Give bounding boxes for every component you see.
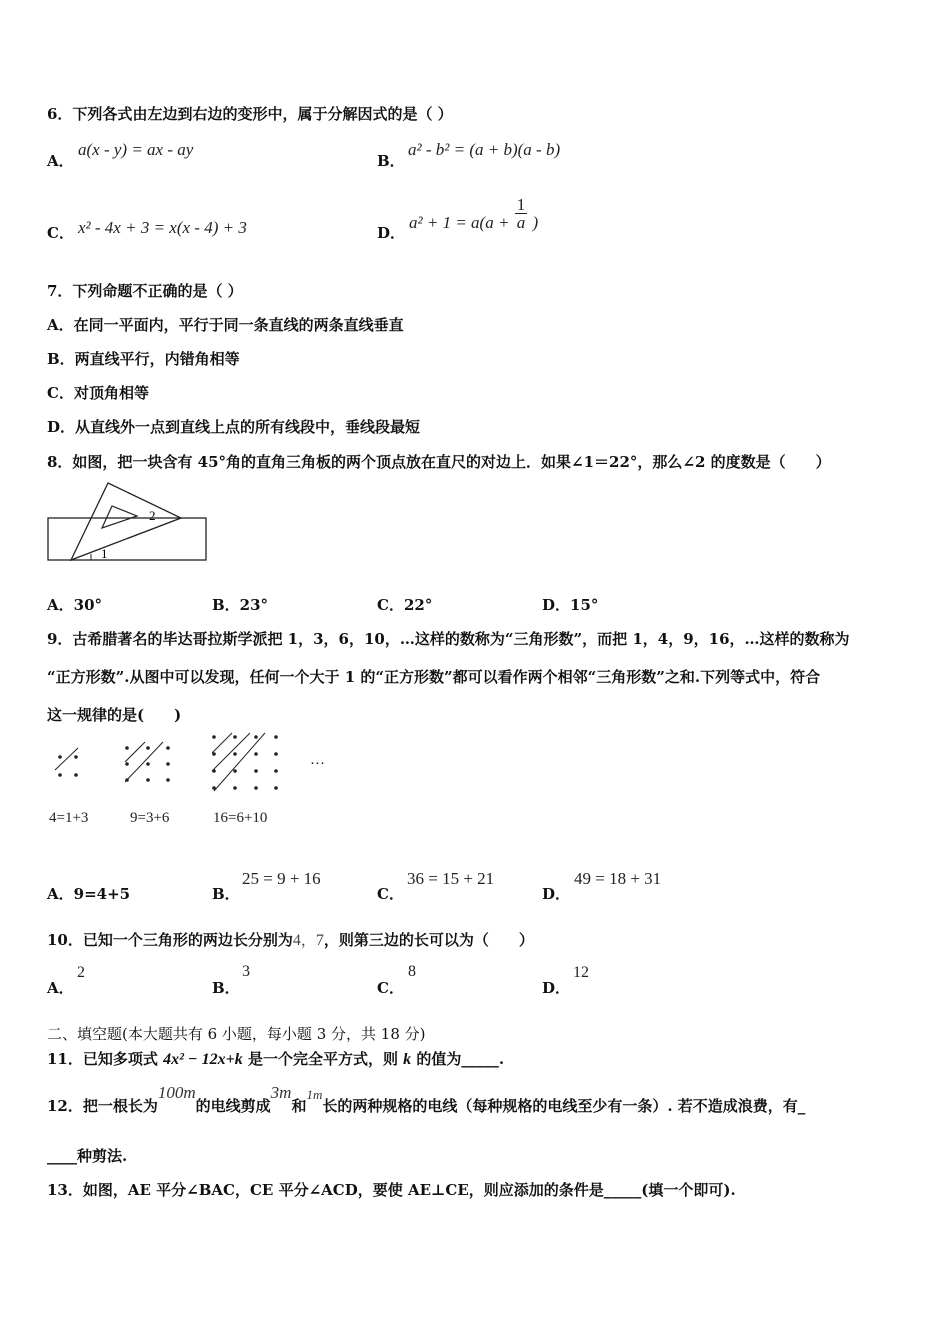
q8-stem: 8．如图，把一块含有 45°角的直角三角板的两个顶点放在直尺的对边上．如果∠1＝22°，那么∠2 的度数是（ ）	[47, 453, 831, 471]
q8-option-d: D．15°	[542, 596, 599, 614]
q9-option-d-label: D．	[542, 885, 571, 903]
q9-fig-ellipsis: …	[310, 752, 325, 768]
q12-length-3m: 3m	[270, 1083, 292, 1102]
q9-fig-caption-3: 16=6+10	[213, 810, 268, 826]
q6-option-d-fraction	[515, 196, 528, 232]
q11-stem	[47, 1048, 504, 1069]
q6-option-a-label: A．	[47, 152, 74, 170]
q12-stem-b: 的电线剪成	[195, 1097, 271, 1115]
q7-option-b: B．两直线平行，内错角相等	[47, 350, 240, 368]
q8-ruler-triangle-figure	[45, 480, 215, 565]
q10-stem-a: 10．已知一个三角形的两边长分别为	[47, 931, 293, 949]
q7-option-d: D．从直线外一点到直线上点的所有线段中，垂线段最短	[47, 418, 421, 436]
q6-option-c-label: C．	[47, 224, 74, 242]
q9-dot-figure-1	[55, 748, 95, 798]
q11-stem-a: 11．已知多项式	[47, 1050, 164, 1068]
q12-length-1m: 1m	[306, 1087, 323, 1102]
q6-option-b-expr: a² - b² = (a + b)(a - b)	[408, 140, 561, 159]
q9-option-b-expr: 25 = 9 + 16	[242, 869, 321, 888]
q6-option-d-expr	[409, 195, 539, 242]
q9-fig-caption-1: 4=1+3	[49, 810, 89, 826]
q11-polynomial: 4x² − 12x+k	[163, 1051, 243, 1068]
q8-option-c: C．22°	[377, 596, 433, 614]
q7-option-a: A．在同一平面内，平行于同一条直线的两条直线垂直	[47, 316, 404, 334]
q9-option-b-label: B．	[212, 885, 240, 903]
q10-stem	[47, 929, 534, 950]
q6-option-d-fraction-den: a	[516, 213, 526, 232]
q10-stem-b: ，则第三边的长可以为（ ）	[323, 931, 534, 949]
q6-option-c-expr: x² - 4x + 3 = x(x - 4) + 3	[78, 218, 247, 237]
q12-length-100m: 100m	[157, 1083, 196, 1102]
q8-option-a: A．30°	[47, 596, 103, 614]
q8-angle-label-1: 1	[101, 546, 108, 561]
q10-option-c-val: 8	[408, 963, 416, 980]
q6-option-a-expr: a(x - y) = ax - ay	[78, 140, 194, 159]
q9-option-a: A．9=4+5	[47, 885, 131, 903]
q8-angle-label-2: 2	[149, 508, 156, 523]
q9-dot-figure-2	[123, 742, 183, 792]
q6-option-d-right: )	[532, 212, 539, 232]
q6-stem: 6．下列各式由左边到右边的变形中，属于分解因式的是（ ）	[47, 105, 453, 123]
q9-option-c-expr: 36 = 15 + 21	[407, 869, 495, 888]
q6-option-d-fraction-num: 1	[516, 195, 526, 214]
q10-option-a-label: A．	[47, 979, 74, 997]
q12-stem-c: 和	[291, 1097, 307, 1115]
q9-stem-line2: “正方形数”.从图中可以发现，任何一个大于 1 的“正方形数”都可以看作两个相邻“三角形数”之和.下列等式中，符合	[47, 668, 821, 686]
q9-stem-line3: 这一规律的是( )	[47, 706, 182, 724]
q11-stem-b: 是一个完全平方式，则	[242, 1050, 404, 1068]
q10-side-2: 7	[315, 932, 324, 949]
q8-triangle-inner	[102, 506, 137, 528]
q9-option-c-label: C．	[377, 885, 404, 903]
q12-stem-d: 长的两种规格的电线（每种规格的电线至少有一条）. 若不造成浪费，有_	[322, 1097, 806, 1115]
q10-option-a-val: 2	[77, 964, 85, 981]
q9-stem-line1: 9．古希腊著名的毕达哥拉斯学派把 1，3，6，10，…这样的数称为“三角形数”，而把 1，4，9，16，…这样的数称为	[47, 630, 850, 648]
q9-option-d-expr: 49 = 18 + 31	[574, 869, 662, 888]
q7-option-c: C．对顶角相等	[47, 384, 149, 402]
q11-k: k	[403, 1051, 412, 1068]
q6-option-b-label: B．	[377, 152, 405, 170]
q12-stem	[47, 1082, 805, 1118]
q10-option-d-label: D．	[542, 979, 571, 997]
q10-option-b-val: 3	[242, 963, 250, 980]
q10-option-b-label: B．	[212, 979, 240, 997]
q13-stem: 13．如图，AE 平分∠BAC，CE 平分∠ACD，要使 AE⊥CE，则应添加的条件是_____(填一个即可).	[47, 1181, 736, 1199]
q12-stem-line2: ____种剪法.	[47, 1147, 128, 1165]
q6-option-d-left: a² + 1 = a(a +	[409, 212, 510, 232]
q11-stem-c: 的值为_____.	[411, 1050, 505, 1068]
q8-triangle-outer	[71, 483, 181, 560]
q6-option-d-label: D．	[377, 224, 406, 242]
q9-fig-caption-2: 9=3+6	[130, 810, 170, 826]
section-2-title: 二、填空题(本大题共有 6 小题，每小题 3 分，共 18 分)	[47, 1025, 426, 1043]
q10-sep: ，	[300, 931, 316, 949]
q9-dot-figure-3	[210, 733, 290, 797]
q8-option-b: B．23°	[212, 596, 269, 614]
q10-side-1: 4	[292, 932, 301, 949]
q10-option-d-val: 12	[573, 964, 589, 981]
q12-stem-a: 12．把一根长为	[47, 1097, 158, 1115]
q10-option-c-label: C．	[377, 979, 404, 997]
q7-stem: 7．下列命题不正确的是（ ）	[47, 282, 243, 300]
